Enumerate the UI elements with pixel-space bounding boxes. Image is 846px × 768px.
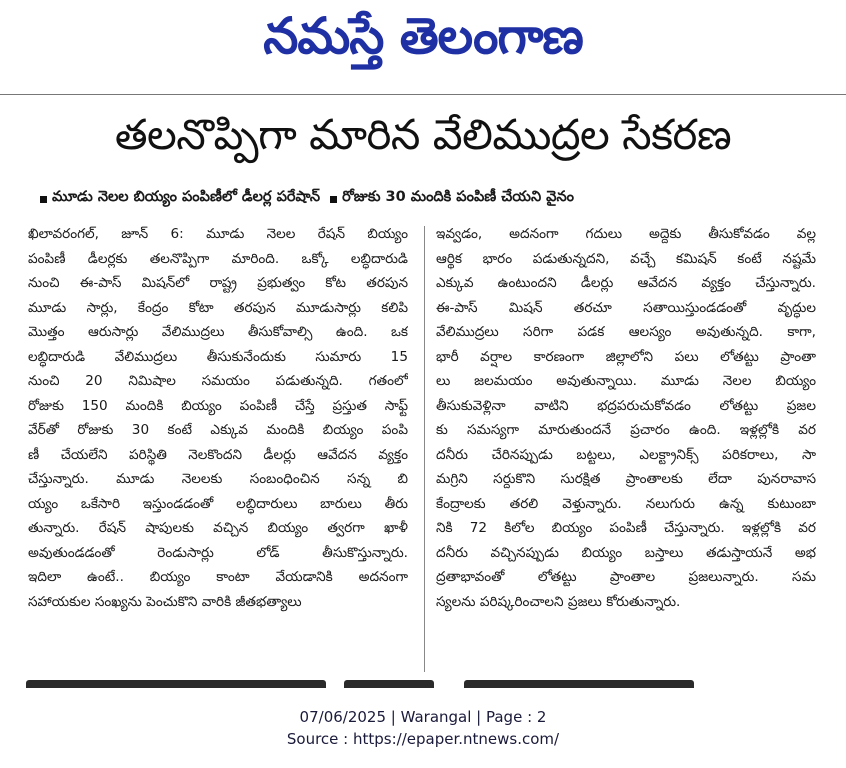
article-text-line: వేర్‌తో రోజుకు 30 కంటే ఎక్కువ మందికి బియ్యం పంపి [28, 422, 408, 438]
article-text-line: తున్నారు. రేషన్‌ షాపులకు వచ్చిన బియ్యం త్వరగా ఖాళీ [28, 520, 408, 536]
masthead-logo: నమస్తే తెలంగాణ [263, 6, 583, 65]
article-text-line: మగ్రిని సర్దుకొని సురక్షిత ప్రాంతాలకు లేదా పునరావాస [436, 471, 816, 487]
masthead [0, 0, 846, 84]
bullet-icon [330, 196, 337, 203]
article-text-line: ఈ-పాస్‌ మిషన్‌ తరచూ సతాయిస్తుండడంతో వృద్ధుల [436, 299, 816, 316]
article-text-line: పంపిణీ డీలర్లకు తలనొప్పిగా మారింది. ఒక్కో లబ్ధిదారుడి [28, 250, 408, 267]
subheading-text: రోజుకు 30 మందికి పంపిణీ చేయని వైనం [342, 189, 575, 205]
article-text-line: ఇవ్వడం, అదనంగా గదులు అద్దెకు తీసుకోవడం వల్ల [436, 226, 816, 242]
article-text-line: మొత్తం ఆరుసార్లు వేలిముద్రలు తీసుకోవాల్సి ఉంది. ఒక [28, 324, 408, 340]
article-text-line: సహాయకుల సంఖ్యను పెంచుకొని వారికి జీతభత్యాలు [28, 593, 302, 610]
article-text-line: నుంచి 20 నిమిషాల సమయం పడుతున్నది. గతంలో [28, 373, 408, 389]
subheading-1 [40, 189, 320, 209]
cutoff-text-fragment [464, 680, 694, 688]
article-column-left [28, 222, 408, 672]
article-text-line: ఆర్థిక భారం పడుతున్నదని, వచ్చే కమిషన్‌ కంటే నష్టమే [436, 250, 816, 267]
subheadings [40, 186, 820, 212]
cutoff-text-fragment [344, 680, 434, 688]
article-text-line: తీసుకువెళ్లినా వాటిని భద్రపరుచుకోవడం లోతట్టు ప్రజల [436, 397, 816, 414]
article-text-line: మూడు సార్లు, కేంద్రం కోటా తరపున మూడుసార్లు కలిపి [28, 299, 408, 316]
article-text-line: లబ్ధిదారుడి వేలిముద్రలు తీసుకునేందుకు సుమారు 15 [28, 348, 408, 365]
column-divider [424, 226, 425, 672]
article-text-line: వేలిముద్రలు సరిగా పడక ఆలస్యం అవుతున్నది. కాగా, [436, 324, 816, 340]
article-text-line: ణీ చేయలేని పరిస్థితి నెలకొందని డీలర్లు ఆవేదన వ్యక్తం [28, 446, 408, 463]
article-text-line: స్యలను పరిష్కరించాలని ప్రజలు కోరుతున్నారు. [436, 593, 681, 610]
subheading-text: మూడు నెలల బియ్యం పంపిణీలో డీలర్ల పరేషాన్ [52, 189, 321, 205]
article-text-line: చేస్తున్నారు. మూడు నెలలకు సంబంధించిన సన్న బి [28, 471, 408, 487]
subheading-2 [330, 189, 574, 209]
headline-text: తలనొప్పిగా మారిన వేలిముద్రల సేకరణ [114, 110, 732, 159]
footer-edition-info: 07/06/2025 | Warangal | Page : 2 [299, 708, 547, 726]
masthead-divider [0, 94, 846, 95]
article-text-line: నుంచి ఈ-పాస్‌ మిషన్‌లో రాష్ట్ర ప్రభుత్వం కోట తరపున [28, 275, 408, 291]
article-text-line: ద్రతాభావంతో లోతట్టు ప్రాంతాల ప్రజలున్నారు. సమ [436, 569, 816, 585]
next-article-cutoff [24, 680, 824, 690]
article-text-line: నికి 72 కిలోల బియ్యం పంపిణీ చేస్తున్నారు. ఇళ్లల్లోకి వర [436, 520, 816, 536]
article-column-right [436, 222, 816, 672]
article-text-line: ఇదిలా ఉంటే.. బియ్యం కాంటా వేయడానికి అదనంగా [28, 569, 408, 585]
article-text-line: య్యం ఒకేసారి ఇస్తుండడంతో లబ్ధిదారులు బారులు తీరు [28, 495, 408, 512]
article-text-line: కు సమస్యగా మారుతుందనే ప్రచారం ఉంది. ఇళ్లల్లోకి వర [436, 422, 816, 438]
article-text-line: ఎక్కువ ఉంటుందని డీలర్లు ఆవేదన వ్యక్తం చేస్తున్నారు. [436, 275, 816, 291]
footer-source-link[interactable]: Source : https://epaper.ntnews.com/ [286, 730, 560, 748]
article-text-line: ఖిలావరంగల్‌, జూన్‌ 6: మూడు నెలల రేషన్‌ బియ్యం [28, 226, 408, 242]
cutoff-text-fragment [26, 680, 326, 688]
article-headline [0, 102, 846, 178]
article-text-line: కేంద్రాలకు తరలి వెళ్తున్నారు. నలుగురు ఉన్న కుటుంబా [436, 495, 816, 512]
article-body [28, 222, 818, 672]
article-text-line: దనీరు వచ్చినప్పుడు బియ్యం బస్తాలు తడుస్తాయనే అభ [436, 544, 816, 561]
article-text-line: లు జలమయం అవుతున్నాయి. మూడు నెలల బియ్యం [436, 373, 816, 389]
page-footer [0, 700, 846, 768]
article-text-line: భారీ వర్షాల కారణంగా జిల్లాలోని పలు లోతట్టు ప్రాంతా [436, 348, 816, 365]
article-text-line: అవుతుండడంతో రెండుసార్లు లోడ్‌ తీసుకొస్తున్నారు. [28, 544, 408, 561]
article-text-line: రోజుకు 150 మందికి బియ్యం పంపిణీ చేస్తే ప్రస్తుత సాఫ్ట్‌ [28, 397, 408, 414]
bullet-icon [40, 196, 47, 203]
article-text-line: దనీరు చేరినప్పుడు బట్టలు, ఎలక్ట్రానిక్స్‌ పరికరాలు, సా [436, 446, 816, 463]
